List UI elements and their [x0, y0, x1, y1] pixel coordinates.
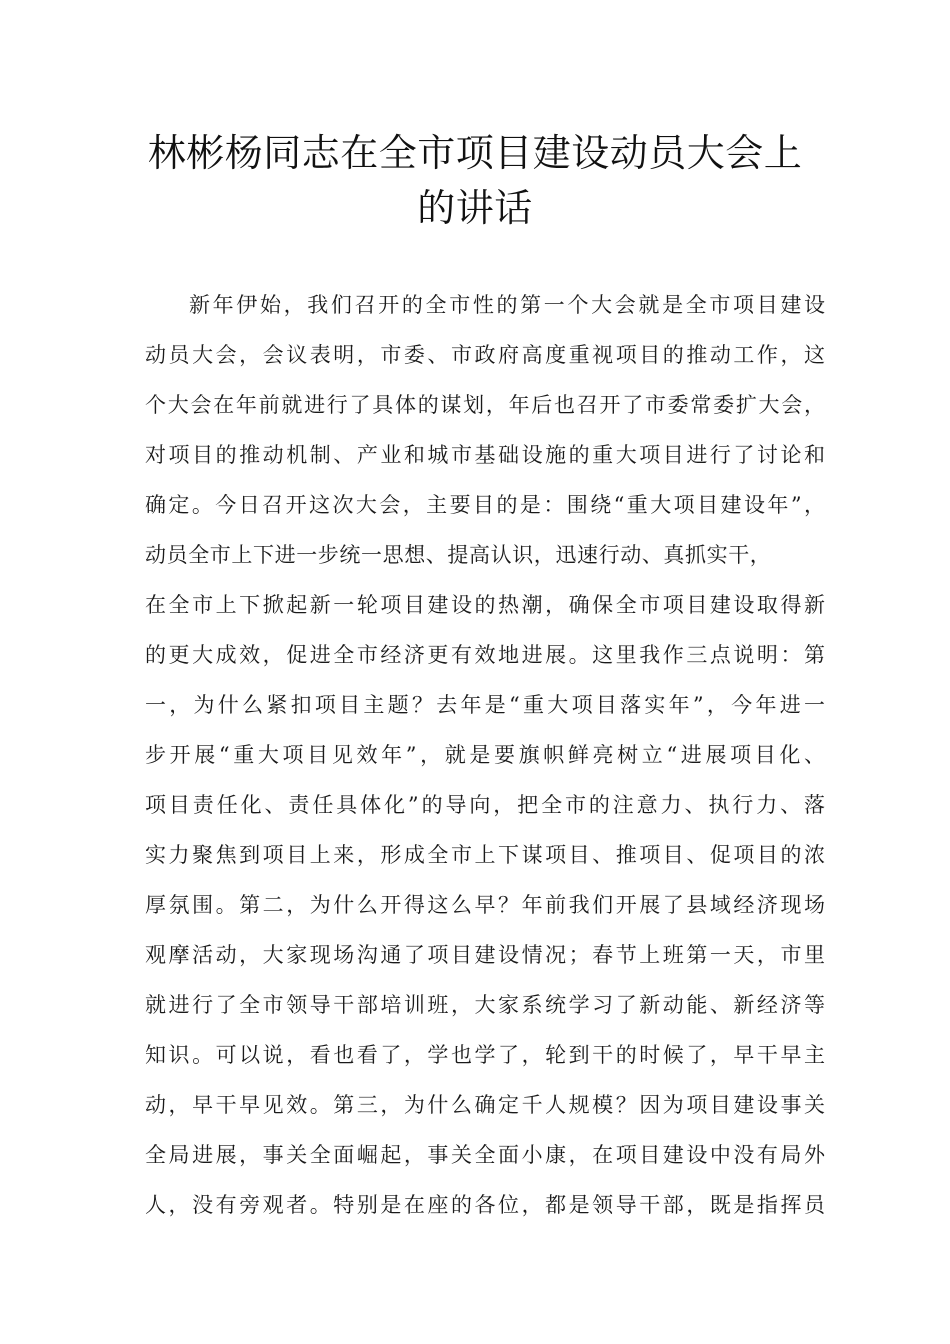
body-line: 观摩活动，大家现场沟通了项目建设情况；春节上班第一天，市里: [145, 943, 825, 967]
body-line: 对项目的推动机制、产业和城市基础设施的重大项目进行了讨论和: [145, 443, 825, 467]
body-line: 动员大会，会议表明，市委、市政府高度重视项目的推动工作，这: [145, 343, 825, 367]
document-title: [100, 126, 850, 236]
body-line: 人，没有旁观者。特别是在座的各位，都是领导干部，既是指挥员: [145, 1193, 825, 1217]
body-line: 实力聚焦到项目上来，形成全市上下谋项目、推项目、促项目的浓: [145, 843, 825, 867]
title-line: 的讲话: [417, 186, 533, 230]
document-body: [145, 280, 825, 1230]
body-line: 厚氛围。第二，为什么开得这么早？年前我们开展了县域经济现场: [145, 893, 825, 917]
body-line: 动，早干早见效。第三，为什么确定千人规模？因为项目建设事关: [145, 1093, 825, 1117]
body-line: 确定。今日召开这次大会，主要目的是：围绕“重大项目建设年”，: [145, 493, 825, 517]
body-line: 步开展“重大项目见效年”，就是要旗帜鲜亮树立“进展项目化、: [145, 743, 825, 767]
body-line: 项目责任化、责任具体化”的导向，把全市的注意力、执行力、落: [145, 793, 825, 817]
title-line: 林彬杨同志在全市项目建设动员大会上: [147, 131, 803, 175]
body-line: 全局进展，事关全面崛起，事关全面小康，在项目建设中没有局外: [145, 1143, 825, 1167]
body-line: 个大会在年前就进行了具体的谋划，年后也召开了市委常委扩大会，: [145, 393, 825, 417]
body-line: 新年伊始，我们召开的全市性的第一个大会就是全市项目建设: [189, 293, 825, 317]
body-line: 一，为什么紧扣项目主题？去年是“重大项目落实年”，今年进一: [145, 693, 825, 717]
body-line: 知识。可以说，看也看了，学也学了，轮到干的时候了，早干早主: [145, 1043, 825, 1067]
body-line: 就进行了全市领导干部培训班，大家系统学习了新动能、新经济等: [145, 993, 825, 1017]
body-line: 动员全市上下进一步统一思想、提高认识，迅速行动、真抓实干，: [145, 543, 772, 567]
body-line: 在全市上下掀起新一轮项目建设的热潮，确保全市项目建设取得新: [145, 593, 825, 617]
body-line: 的更大成效，促进全市经济更有效地进展。这里我作三点说明：第: [145, 643, 825, 667]
